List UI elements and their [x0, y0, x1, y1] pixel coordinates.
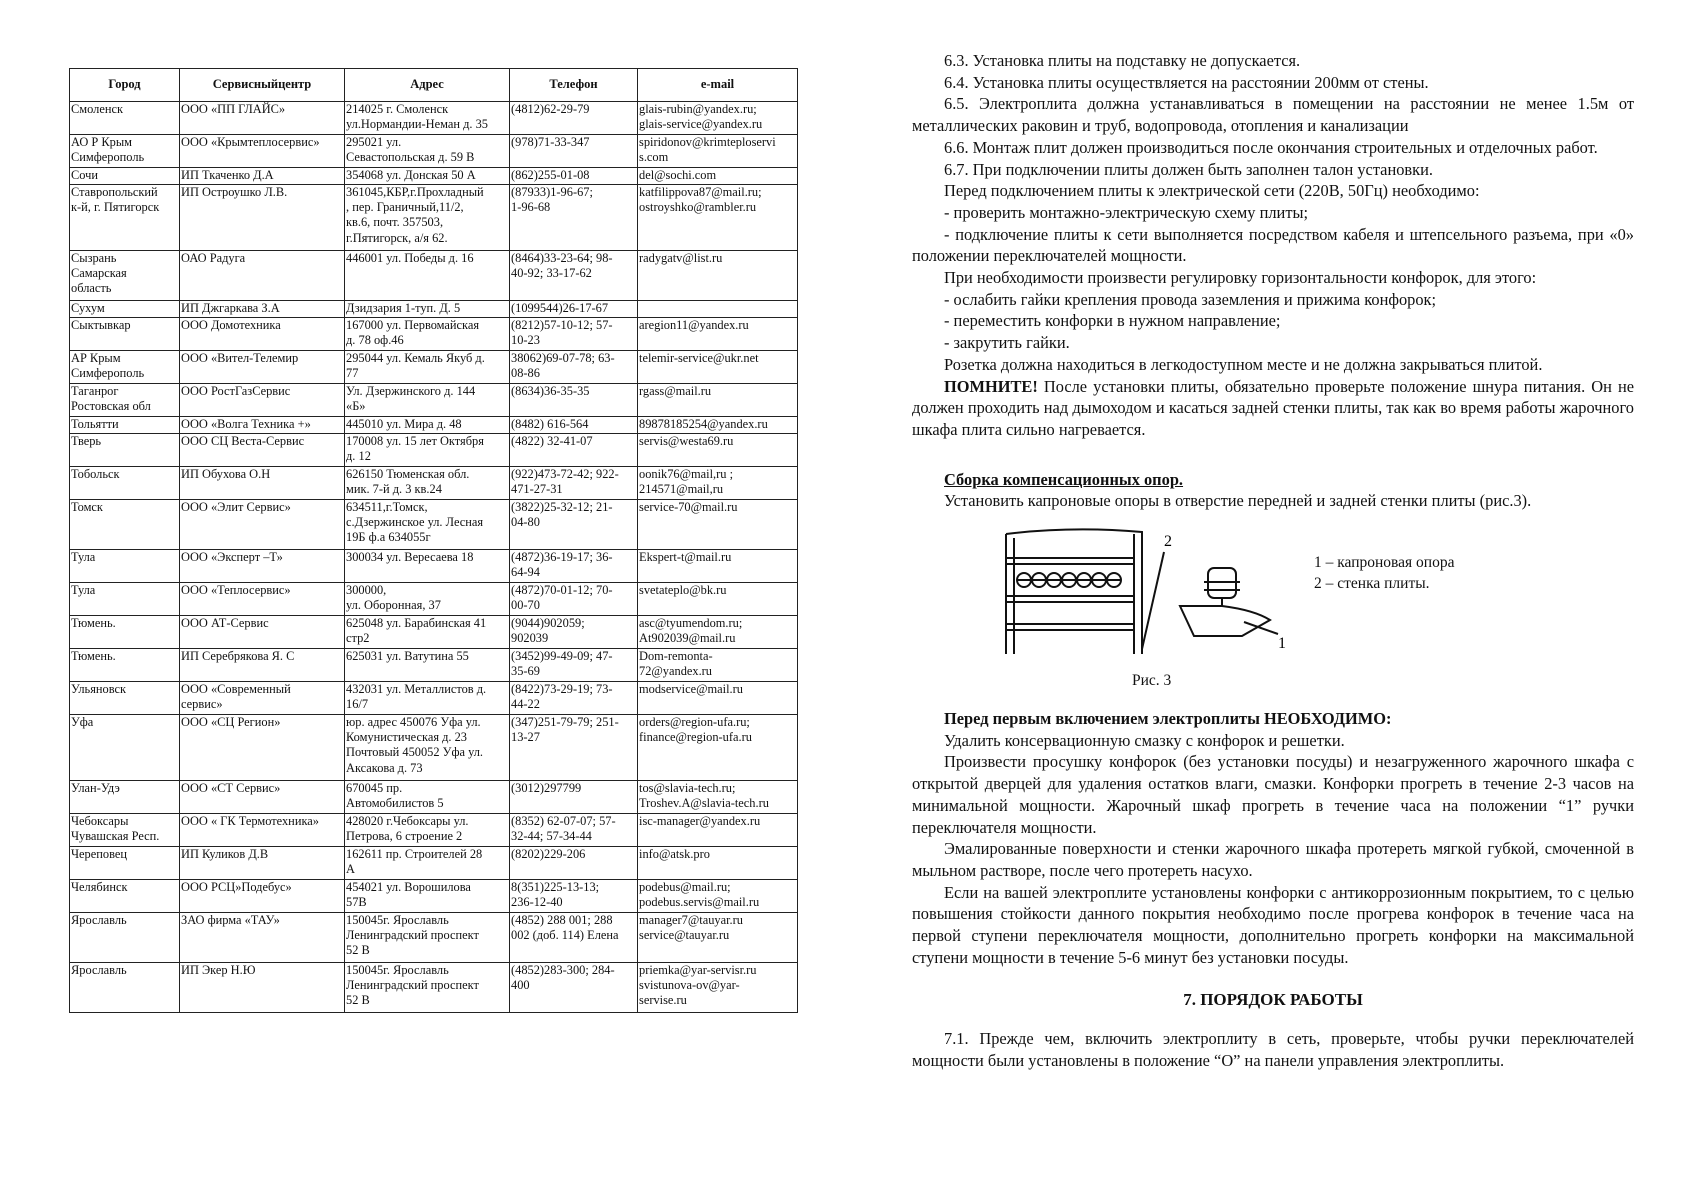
table-header-row — [70, 69, 798, 102]
cell-service-center: ИП Джгаркава З.А — [180, 301, 345, 318]
cell-city: Челябинск — [70, 880, 180, 913]
first-on-heading: Перед первым включением электроплиты НЕОБХОДИМО: — [944, 709, 1392, 729]
table-row — [70, 318, 798, 351]
cell-service-center: ИП Остроушко Л.В. — [180, 185, 345, 251]
cell-phone: (8634)36-35-35 — [510, 384, 638, 417]
label-2: 2 — [1164, 533, 1172, 551]
cell-address: 446001 ул. Победы д. 16 — [345, 251, 510, 301]
cell-email: rgass@mail.ru — [638, 384, 798, 417]
cell-address: 626150 Тюменская обл. мик. 7-й д. 3 кв.24 — [345, 467, 510, 500]
cell-address: 150045г. Ярославль Ленинградский проспект 52 В — [345, 963, 510, 1013]
cell-city: Тверь — [70, 434, 180, 467]
cell-phone: (347)251-79-79; 251- 13-27 — [510, 715, 638, 781]
cell-email — [638, 301, 798, 318]
paragraph-6-7: 6.7. При подключении плиты должен быть заполнен талон установки. — [944, 159, 1433, 179]
header-service-center: Сервисныйцентр — [180, 69, 345, 102]
cell-phone: (8422)73-29-19; 73- 44-22 — [510, 682, 638, 715]
cell-phone: (9044)902059; 902039 — [510, 616, 638, 649]
cell-phone: (978)71-33-347 — [510, 135, 638, 168]
cell-email: del@sochi.com — [638, 168, 798, 185]
item-check-scheme: - проверить монтажно-электрическую схему плиты; — [944, 202, 1309, 222]
cell-service-center: ООО «Современный сервис» — [180, 682, 345, 715]
cell-email: radygatv@list.ru — [638, 251, 798, 301]
cell-service-center: ОАО Радуга — [180, 251, 345, 301]
table-row — [70, 351, 798, 384]
first-on-4: Если на вашей электроплите установлены конфорки с антикоррозионным покрытием, то с целью повышения стойкости данного покрытия необходимо после прогрева конфорок в течение часа на первой ступени переключателя мощности, дополнительно прогреть конфорки на максимальной ступени мощности в течение 5-6 минут без установки посуды. — [912, 882, 1634, 967]
cell-phone: (87933)1-96-67; 1-96-68 — [510, 185, 638, 251]
cell-service-center: ООО СЦ Веста-Сервис — [180, 434, 345, 467]
cell-phone: (4872)70-01-12; 70- 00-70 — [510, 583, 638, 616]
paragraph-7-1: 7.1. Прежде чем, включить электроплиту в сеть, проверьте, чтобы ручки переключателей мощности были установлены в положение “О” на панели управления электроплиты. — [912, 1029, 1634, 1070]
table-row — [70, 251, 798, 301]
cell-city: АР Крым Симферополь — [70, 351, 180, 384]
cell-email: service-70@mail.ru — [638, 500, 798, 550]
cell-email: spiridonov@krimteploservi s.com — [638, 135, 798, 168]
table-row — [70, 102, 798, 135]
cell-email: servis@westa69.ru — [638, 434, 798, 467]
cell-phone: 8(351)225-13-13; 236-12-40 — [510, 880, 638, 913]
cell-city: Череповец — [70, 847, 180, 880]
cell-phone: (8352) 62-07-07; 57- 32-44; 57-34-44 — [510, 814, 638, 847]
legend-item-2: 2 – стенка плиты. — [1314, 575, 1430, 593]
cell-city: Сухум — [70, 301, 180, 318]
table-row — [70, 550, 798, 583]
cell-city: Тула — [70, 583, 180, 616]
cell-city: Сочи — [70, 168, 180, 185]
cell-service-center: ООО «Теплосервис» — [180, 583, 345, 616]
table-row — [70, 913, 798, 963]
cell-service-center: ООО «Элит Сервис» — [180, 500, 345, 550]
cell-phone: (8464)33-23-64; 98- 40-92; 33-17-62 — [510, 251, 638, 301]
assembly-text: Установить капроновые опоры в отверстие передней и задней стенки плиты (рис.3). — [944, 491, 1532, 511]
cell-service-center: ООО РостГазСервис — [180, 384, 345, 417]
cell-service-center: ООО «Эксперт –Т» — [180, 550, 345, 583]
cell-service-center: ЗАО фирма «ТАУ» — [180, 913, 345, 963]
cell-city: Тула — [70, 550, 180, 583]
cell-city: Сыктывкар — [70, 318, 180, 351]
cell-service-center: ООО «СЦ Регион» — [180, 715, 345, 781]
cell-phone: (1099544)26-17-67 — [510, 301, 638, 318]
cell-address: 625048 ул. Барабинская 41 стр2 — [345, 616, 510, 649]
table-row — [70, 649, 798, 682]
cell-city: Томск — [70, 500, 180, 550]
cell-city: Ярославль — [70, 913, 180, 963]
cell-city: Ульяновск — [70, 682, 180, 715]
item-tighten: - закрутить гайки. — [944, 333, 1070, 353]
cell-city: Тольятти — [70, 417, 180, 434]
cell-email: modservice@mail.ru — [638, 682, 798, 715]
cell-service-center: ООО Домотехника — [180, 318, 345, 351]
table-row — [70, 880, 798, 913]
table-body — [70, 102, 798, 1013]
cell-phone: (8482) 616-564 — [510, 417, 638, 434]
cell-service-center: ООО «Крымтеплосервис» — [180, 135, 345, 168]
cell-email: podebus@mail.ru; podebus.servis@mail.ru — [638, 880, 798, 913]
cell-phone: 38062)69-07-78; 63- 08-86 — [510, 351, 638, 384]
cell-phone: (922)473-72-42; 922- 471-27-31 — [510, 467, 638, 500]
first-on-3: Эмалированные поверхности и стенки жарочного шкафа протереть мягкой губкой, смоченной в мыльном растворе, после чего протереть насухо. — [912, 839, 1634, 880]
figure-legend — [1314, 552, 1454, 594]
cell-service-center: ООО РСЦ»Подебус» — [180, 880, 345, 913]
cell-service-center: ООО «СТ Сервис» — [180, 781, 345, 814]
cell-address: 295044 ул. Кемаль Якуб д. 77 — [345, 351, 510, 384]
cell-email: manager7@tauyar.ru service@tauyar.ru — [638, 913, 798, 963]
cell-city: Ставропольский к-й, г. Пятигорск — [70, 185, 180, 251]
cell-email: oonik76@mail,ru ; 214571@mail,ru — [638, 467, 798, 500]
cell-phone: (4822) 32-41-07 — [510, 434, 638, 467]
table-row — [70, 434, 798, 467]
cell-phone: (4852) 288 001; 288 002 (доб. 114) Елена — [510, 913, 638, 963]
installation-instructions-page — [912, 50, 1634, 1072]
cell-service-center: ИП Обухова О.Н — [180, 467, 345, 500]
cell-city: Улан-Удэ — [70, 781, 180, 814]
cell-address: 432031 ул. Металлистов д. 16/7 — [345, 682, 510, 715]
cell-address: 361045,КБР,г.Прохладный , пер. Граничный,11/2, кв.6, почт. 357503, г.Пятигорск, а/я 62. — [345, 185, 510, 251]
cell-city: Тобольск — [70, 467, 180, 500]
table-row — [70, 135, 798, 168]
cell-address: 295021 ул. Севастопольская д. 59 В — [345, 135, 510, 168]
cell-service-center: ООО «Вител-Телемир — [180, 351, 345, 384]
cell-email: telemir-service@ukr.net — [638, 351, 798, 384]
cell-email: katfilippova87@mail.ru; ostroyshko@rambler.ru — [638, 185, 798, 251]
legend-item-1: 1 – капроновая опора — [1314, 554, 1455, 572]
cell-address: 634511,г.Томск, с.Дзержинское ул. Лесная 19Б ф.а 634055г — [345, 500, 510, 550]
cell-service-center: ИП Куликов Д.В — [180, 847, 345, 880]
cell-email: Dom-remonta- 72@yandex.ru — [638, 649, 798, 682]
cell-address: Ул. Дзержинского д. 144 «Б» — [345, 384, 510, 417]
table-row — [70, 467, 798, 500]
cell-address: Дзидзария 1-туп. Д. 5 — [345, 301, 510, 318]
table-row — [70, 847, 798, 880]
item-loosen: - ослабить гайки крепления провода заземления и прижима конфорок; — [944, 289, 1437, 309]
header-phone: Телефон — [510, 69, 638, 102]
cell-address: 354068 ул. Донская 50 А — [345, 168, 510, 185]
cell-service-center: ООО « ГК Термотехника» — [180, 814, 345, 847]
table-row — [70, 963, 798, 1013]
cell-email: info@atsk.pro — [638, 847, 798, 880]
table-row — [70, 500, 798, 550]
paragraph-6-3: 6.3. Установка плиты на подставку не допускается. — [944, 51, 1301, 70]
header-address: Адрес — [345, 69, 510, 102]
remember-label: ПОМНИТЕ! — [944, 376, 1038, 396]
cell-service-center: ООО АТ-Сервис — [180, 616, 345, 649]
cell-address: 670045 пр. Автомобилистов 5 — [345, 781, 510, 814]
cell-phone: (8212)57-10-12; 57- 10-23 — [510, 318, 638, 351]
cell-address: 162611 пр. Строителей 28 А — [345, 847, 510, 880]
first-on-1: Удалить консервационную смазку с конфорок и решетки. — [944, 730, 1345, 750]
paragraph-socket: Розетка должна находиться в легкодоступном месте и не должна закрываться плитой. — [944, 354, 1543, 374]
paragraph-6-6: 6.6. Монтаж плит должен производиться после окончания строительных и отделочных работ. — [944, 137, 1598, 157]
header-email: e-mail — [638, 69, 798, 102]
cell-city: Тюмень. — [70, 649, 180, 682]
cell-address: 445010 ул. Мира д. 48 — [345, 417, 510, 434]
cell-city: Чебоксары Чувашская Респ. — [70, 814, 180, 847]
paragraph-adjust: При необходимости произвести регулировку горизонтальности конфорок, для этого: — [944, 268, 1537, 288]
label-1: 1 — [1278, 635, 1286, 653]
paragraph-6-5: 6.5. Электроплита должна устанавливаться в помещении на расстоянии не менее 1.5м от металлических раковин и труб, водопровода, отопления и канализации — [912, 94, 1634, 136]
cell-service-center: ООО «Волга Техника +» — [180, 417, 345, 434]
remember-text: После установки плиты, обязательно проверьте положение шнура питания. Он не должен проходить над дымоходом и касаться задней стенки плиты, так как во время работы жарочного шкафа плита сильно нагревается. — [912, 376, 1634, 439]
cell-address: 150045г. Ярославль Ленинградский проспект 52 В — [345, 913, 510, 963]
cell-address: 625031 ул. Ватутина 55 — [345, 649, 510, 682]
cell-phone: (3012)297799 — [510, 781, 638, 814]
first-on-2: Произвести просушку конфорок (без установки посуды) и незагруженного жарочного шкафа с открытой дверцей для удаления остатков влаги, смазки. Конфорки прогреть в течение 2-3 часов на минимальной мощности. Жарочный шкаф прогреть в течение часа на положении “1” ручки переключателя мощности. — [912, 752, 1634, 837]
table-row — [70, 301, 798, 318]
paragraph-remember — [912, 376, 1634, 441]
cell-phone: (4852)283-300; 284- 400 — [510, 963, 638, 1013]
header-city: Город — [70, 69, 180, 102]
cell-phone: (3452)99-49-09; 47- 35-69 — [510, 649, 638, 682]
cell-city: Таганрог Ростовская обл — [70, 384, 180, 417]
cell-email: asc@tyumendom.ru; At902039@mail.ru — [638, 616, 798, 649]
cell-service-center: ИП Ткаченко Д.А — [180, 168, 345, 185]
cell-email: 89878185254@yandex.ru — [638, 417, 798, 434]
cell-email: tos@slavia-tech.ru; Troshev.A@slavia-tech.ru — [638, 781, 798, 814]
service-centers-table — [69, 68, 798, 1013]
item-cable: - подключение плиты к сети выполняется посредством кабеля и штепсельного разъема, при «0» положении переключателей мощности. — [912, 224, 1634, 266]
table-row — [70, 583, 798, 616]
cell-phone: (3822)25-32-12; 21- 04-80 — [510, 500, 638, 550]
cell-city: Сызрань Самарская область — [70, 251, 180, 301]
cell-email: isc-manager@yandex.ru — [638, 814, 798, 847]
cell-city: АО Р Крым Симферополь — [70, 135, 180, 168]
assembly-heading: Сборка компенсационных опор. — [944, 469, 1184, 489]
paragraph-6-4: 6.4. Установка плиты осуществляется на расстоянии 200мм от стены. — [944, 72, 1429, 92]
cell-email: Ekspert-t@mail.ru — [638, 550, 798, 583]
table-row — [70, 814, 798, 847]
cell-service-center: ИП Экер Н.Ю — [180, 963, 345, 1013]
figure-caption: Рис. 3 — [1132, 672, 1172, 690]
section-7-heading: 7. ПОРЯДОК РАБОТЫ — [1183, 989, 1363, 1009]
cell-phone: (862)255-01-08 — [510, 168, 638, 185]
cell-email: aregion11@yandex.ru — [638, 318, 798, 351]
cell-address: юр. адрес 450076 Уфа ул. Комунистическая д. 23 Почтовый 450052 Уфа ул. Аксакова д. 73 — [345, 715, 510, 781]
support-drawing — [992, 524, 1292, 664]
cell-address: 170008 ул. 15 лет Октября д. 12 — [345, 434, 510, 467]
item-move: - переместить конфорки в нужном направление; — [944, 311, 1281, 331]
cell-service-center: ИП Серебрякова Я. С — [180, 649, 345, 682]
cell-email: glais-rubin@yandex.ru; glais-service@yandex.ru — [638, 102, 798, 135]
table-row — [70, 185, 798, 251]
cell-city: Тюмень. — [70, 616, 180, 649]
cell-email: priemka@yar-servisr.ru svistunova-ov@yar- servise.ru — [638, 963, 798, 1013]
paragraph-connection: Перед подключением плиты к электрической сети (220В, 50Гц) необходимо: — [944, 181, 1480, 201]
cell-phone: (8202)229-206 — [510, 847, 638, 880]
cell-city: Ярославль — [70, 963, 180, 1013]
cell-address: 300034 ул. Вересаева 18 — [345, 550, 510, 583]
table-row — [70, 417, 798, 434]
table-row — [70, 715, 798, 781]
cell-service-center: ООО «ПП ГЛАЙС» — [180, 102, 345, 135]
cell-city: Смоленск — [70, 102, 180, 135]
table-row — [70, 384, 798, 417]
table-row — [70, 682, 798, 715]
figure-3 — [912, 524, 1634, 696]
cell-address: 167000 ул. Первомайская д. 78 оф.46 — [345, 318, 510, 351]
cell-address: 428020 г.Чебоксары ул. Петрова, 6 строение 2 — [345, 814, 510, 847]
cell-address: 300000, ул. Оборонная, 37 — [345, 583, 510, 616]
cell-phone: (4812)62-29-79 — [510, 102, 638, 135]
cell-address: 214025 г. Смоленск ул.Нормандии-Неман д. 35 — [345, 102, 510, 135]
service-centers-page — [69, 68, 797, 1013]
table-row — [70, 168, 798, 185]
table-row — [70, 616, 798, 649]
cell-email: orders@region-ufa.ru; finance@region-ufa.ru — [638, 715, 798, 781]
cell-email: svetateplo@bk.ru — [638, 583, 798, 616]
table-row — [70, 781, 798, 814]
cell-address: 454021 ул. Ворошилова 57В — [345, 880, 510, 913]
cell-city: Уфа — [70, 715, 180, 781]
cell-phone: (4872)36-19-17; 36- 64-94 — [510, 550, 638, 583]
